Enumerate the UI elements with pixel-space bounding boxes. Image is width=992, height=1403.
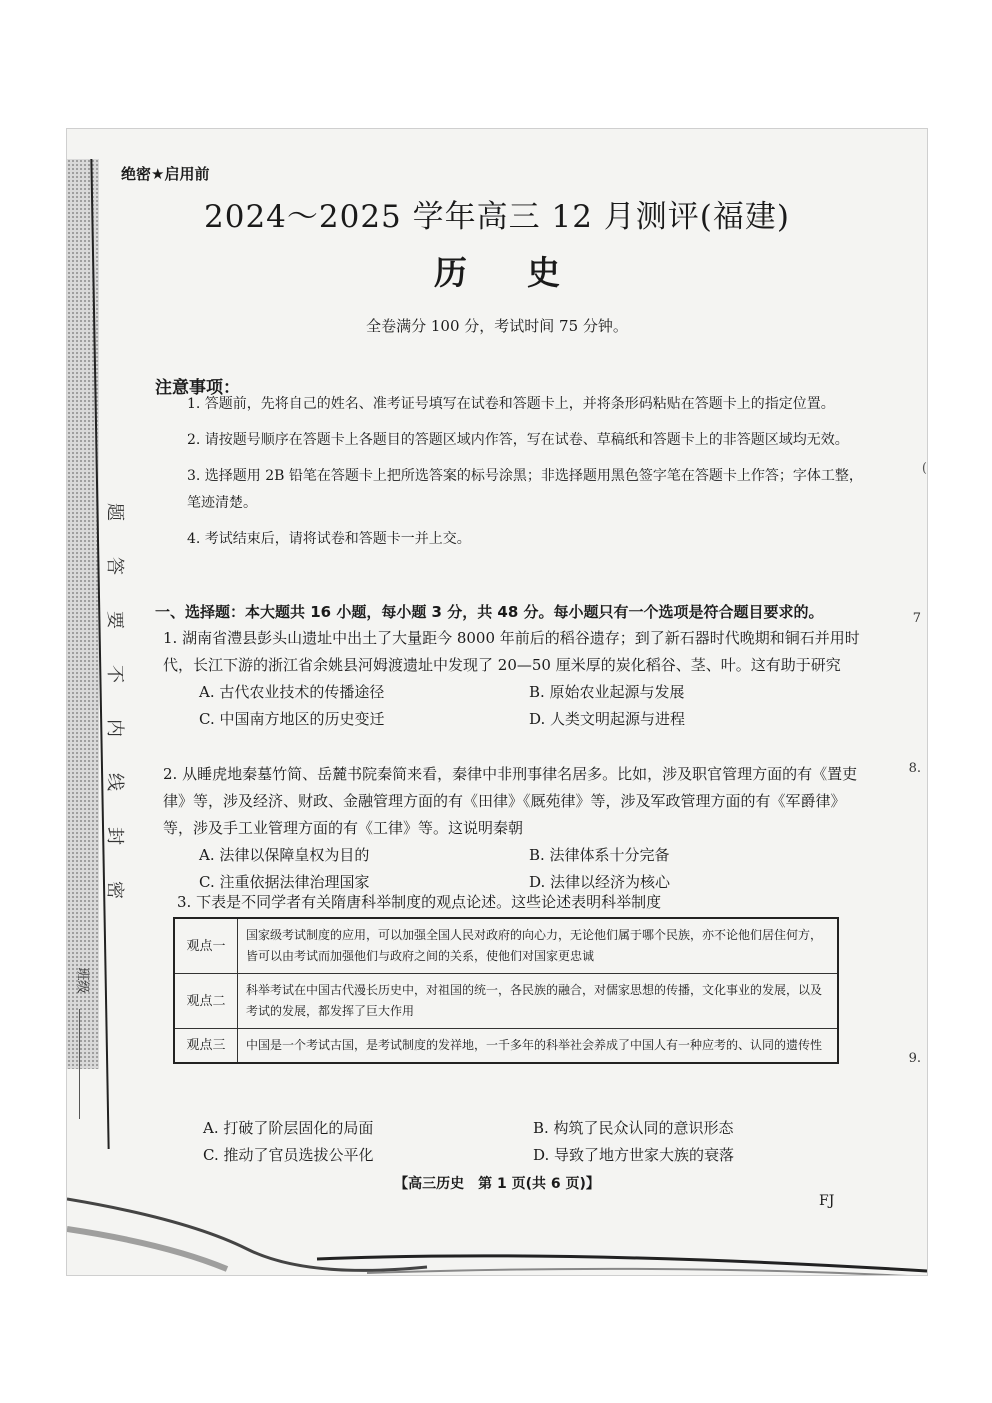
option-b: B. 原始农业起源与发展 <box>529 683 685 701</box>
question-2 <box>163 761 863 896</box>
exam-title: 2024～2025 学年高三 12 月测评(福建) <box>204 199 790 235</box>
seal-char: 内 <box>104 719 125 737</box>
seal-char: 要 <box>104 611 125 629</box>
subject-title: 历史 <box>434 253 620 292</box>
option-d: D. 法律以经济为核心 <box>529 873 671 891</box>
seal-line-text <box>103 499 129 903</box>
viewpoint-text: 中国是一个考试古国，是考试制度的发祥地，一千多年的科举社会养成了中国人有一种应考的、认同的遗传性 <box>238 1029 839 1064</box>
option-grid <box>199 842 863 896</box>
margin-paren: ( <box>921 461 927 476</box>
option-c: C. 中国南方地区的历史变迁 <box>199 710 385 728</box>
question-1 <box>163 625 863 733</box>
option-d: D. 人类文明起源与进程 <box>529 710 686 728</box>
table-row <box>174 1029 838 1064</box>
question-3-stem: 3. 下表是不同学者有关隋唐科举制度的观点论述。这些论述表明科举制度 <box>177 893 662 911</box>
seal-char: 答 <box>104 557 125 575</box>
seal-char: 题 <box>104 503 125 521</box>
seal-char: 不 <box>104 665 125 683</box>
viewpoint-label: 观点二 <box>174 974 238 1029</box>
score-time: 全卷满分 100 分，考试时间 75 分钟。 <box>366 317 628 335</box>
margin-number: 9. <box>908 1051 921 1066</box>
option-d: D. 导致了地方世家大族的衰落 <box>533 1146 735 1164</box>
option-grid <box>199 679 863 733</box>
viewpoint-text: 科举考试在中国古代漫长历史中，对祖国的统一，各民族的融合，对儒家思想的传播，文化事业的发展，以及考试的发展，都发挥了巨大作用 <box>238 974 839 1029</box>
viewpoint-text: 国家级考试制度的应用，可以加强全国人民对政府的向心力，无论他们属于哪个民族，亦不论他们居住何方，皆可以由考试而加强他们与政府之间的关系，使他们对国家更忠诚 <box>238 918 839 974</box>
page-footer: 【高三历史 第 1 页(共 6 页)】 <box>394 1176 600 1192</box>
notice-item: 3. 选择题用 2B 铅笔在答题卡上把所选答案的标号涂黑；非选择题用黑色签字笔在答题卡上作答；字体工整，笔迹清楚。 <box>187 468 863 511</box>
exam-sheet <box>66 128 928 1276</box>
secret-label: 绝密★启用前 <box>121 165 210 183</box>
viewpoints-table <box>173 917 839 1064</box>
seal-char: 密 <box>104 881 125 899</box>
notice-item: 1. 答题前，先将自己的姓名、准考证号填写在试卷和答题卡上，并将条形码粘贴在答题卡上的指定位置。 <box>187 396 835 412</box>
paper-code: FJ <box>819 1193 835 1209</box>
section-heading: 一、选择题：本大题共 16 小题，每小题 3 分，共 48 分。每小题只有一个选项是符合题目要求的。 <box>155 603 824 621</box>
seal-char: 线 <box>104 773 125 791</box>
notice-item: 2. 请按题号顺序在答题卡上各题目的答题区域内作答，写在试卷、草稿纸和答题卡上的非答题区域均无效。 <box>187 432 849 448</box>
margin-number: 8. <box>908 761 921 776</box>
question-stem: 1. 湖南省澧县彭头山遗址中出土了大量距今 8000 年前后的稻谷遗存；到了新石器时代晚期和铜石并用时代，长江下游的浙江省余姚县河姆渡遗址中发现了 20—50 厘米厚的炭化稻谷、茎、叶。这有助于研究 <box>163 629 860 674</box>
option-b: B. 法律体系十分完备 <box>529 846 670 864</box>
question-3-options <box>163 1115 863 1169</box>
option-grid <box>203 1115 863 1169</box>
question-stem: 2. 从睡虎地秦墓竹简、岳麓书院秦简来看，秦律中非刑事律名居多。比如，涉及职官管理方面的有《置吏律》等，涉及经济、财政、金融管理方面的有《田律》《厩苑律》等，涉及军政管理方面的有《军爵律》等，涉及手工业管理方面的有《工律》等。这说明秦朝 <box>163 765 858 837</box>
option-a: A. 古代农业技术的传播途径 <box>199 683 385 701</box>
table-row <box>174 974 838 1029</box>
margin-number: 7 <box>912 611 921 626</box>
option-c: C. 推动了官员选拔公平化 <box>203 1146 374 1164</box>
option-b: B. 构筑了民众认同的意识形态 <box>533 1119 734 1137</box>
class-fill-line <box>79 1009 80 1119</box>
table-row <box>174 918 838 974</box>
seal-char: 封 <box>104 827 125 845</box>
viewpoint-label: 观点一 <box>174 918 238 974</box>
option-a: A. 法律以保障皇权为目的 <box>199 846 370 864</box>
page-curl-shadow <box>67 1189 927 1276</box>
notice-title: 注意事项： <box>155 378 240 398</box>
option-c: C. 注重依据法律治理国家 <box>199 873 370 891</box>
option-a: A. 打破了阶层固化的局面 <box>203 1119 374 1137</box>
notice-list <box>187 391 867 562</box>
class-label: 班级 <box>74 967 90 994</box>
notice-item: 4. 考试结束后，请将试卷和答题卡一并上交。 <box>187 531 471 547</box>
viewpoint-label: 观点三 <box>174 1029 238 1064</box>
